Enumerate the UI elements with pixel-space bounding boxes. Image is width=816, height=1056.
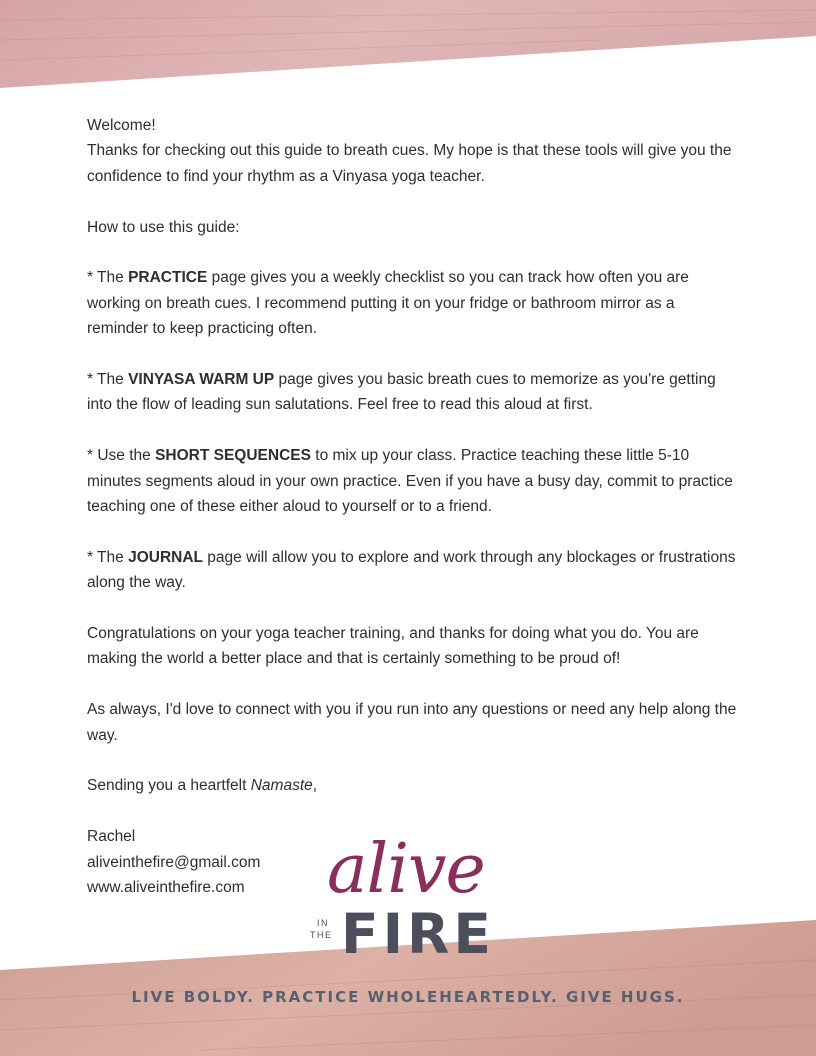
congrats-paragraph: Congratulations on your yoga teacher training, and thanks for doing what you do. You are making the world a better place and that is certainly something to be proud of! (87, 625, 699, 668)
top-watercolor-band (0, 0, 816, 88)
how-to-heading: How to use this guide: (87, 218, 240, 236)
intro-paragraph: Thanks for checking out this guide to breath cues. My hope is that these tools will give you the confidence to find your rhythm as a Vinyasa yoga teacher. (87, 142, 732, 185)
logo-script-alive: alive (327, 830, 485, 909)
short-sequences-item: * Use the SHORT SEQUENCES to mix up your class. Practice teaching these little 5-10 minutes segments aloud in your own practice. Even if you have a busy day, commit to practice teaching one of these either aloud to yourself or to a friend. (87, 447, 733, 516)
welcome-letter (87, 113, 737, 900)
alive-in-the-fire-logo (305, 822, 525, 972)
website-link[interactable]: www.aliveinthefire.com (87, 879, 245, 897)
journal-item: * The JOURNAL page will allow you to explore and work through any blockages or frustrations along the way. (87, 548, 736, 592)
logo-fire: FIRE (341, 902, 495, 966)
logo-in: IN (317, 918, 329, 928)
practice-item: * The PRACTICE page gives you a weekly checklist so you can track how often you are working on breath cues. I recommend putting it on your fridge or bathroom mirror as a reminder to keep practicing often. (87, 269, 689, 338)
connect-paragraph: As always, I'd love to connect with you if you run into any questions or need any help along the way. (87, 701, 737, 744)
tagline: LIVE BOLDY. PRACTICE WHOLEHEARTEDLY. GIVE HUGS. (131, 988, 685, 1006)
logo-the: THE (310, 930, 333, 940)
vinyasa-warm-up-item: * The VINYASA WARM UP page gives you basic breath cues to memorize as you're getting into the flow of leading sun salutations. Feel free to read this aloud at first. (87, 371, 716, 414)
closing-line: Sending you a heartfelt Namaste, (87, 777, 318, 795)
email-link[interactable]: aliveinthefire@gmail.com (87, 853, 261, 871)
signature-name: Rachel (87, 828, 136, 846)
greeting: Welcome! (87, 117, 156, 134)
